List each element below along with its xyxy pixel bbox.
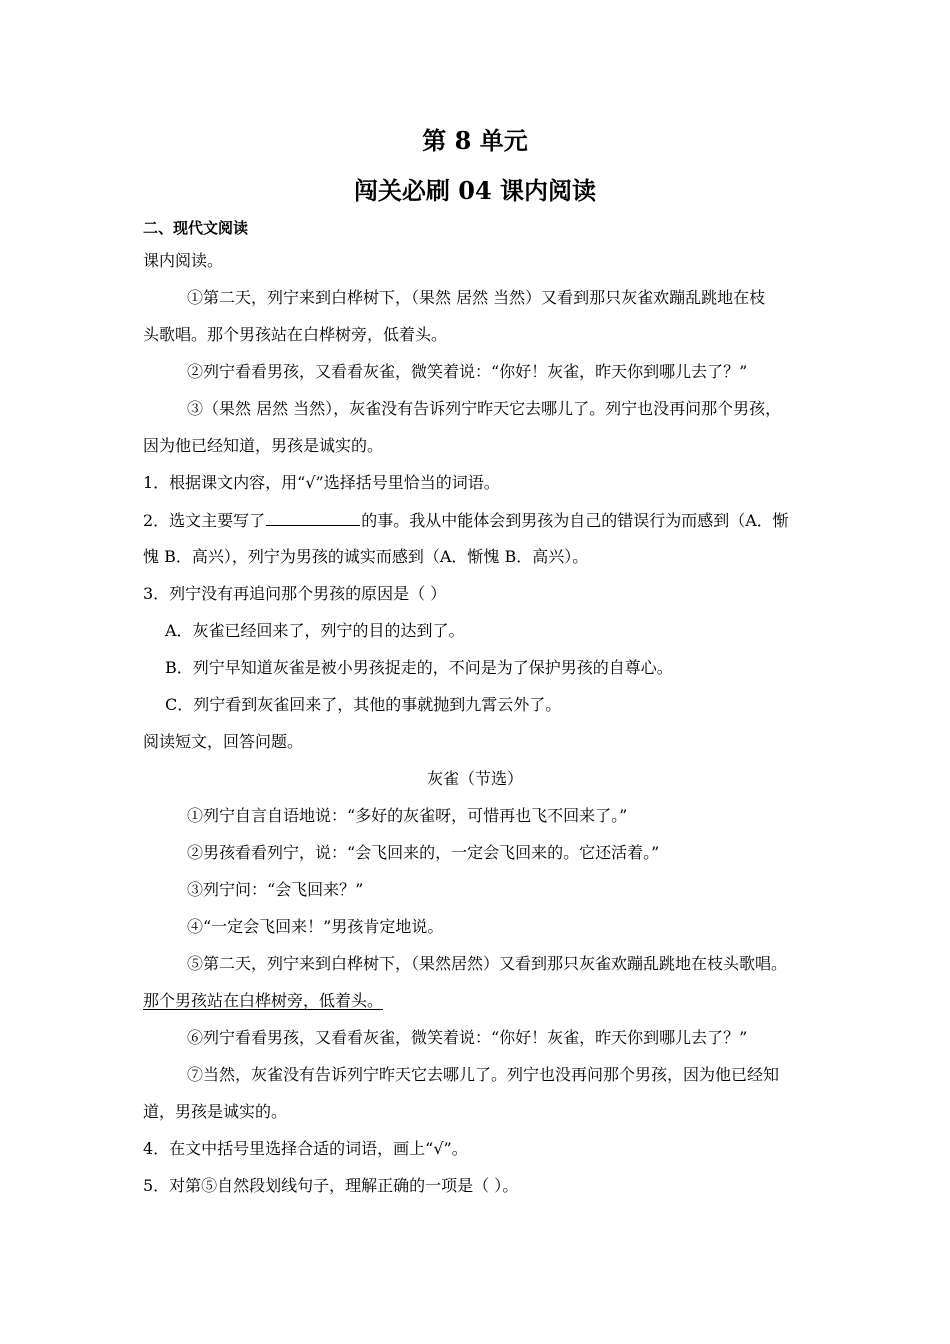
question-3-option-b: B．列宁早知道灰雀是被小男孩捉走的，不问是为了保护男孩的自尊心。 bbox=[165, 658, 673, 677]
question-2-cont: 愧 B．高兴），列宁为男孩的诚实而感到（A．惭愧 B．高兴）。 bbox=[143, 547, 589, 566]
passage2-paragraph2: ②男孩看看列宁，说：“会飞回来的，一定会飞回来的。它还活着。” bbox=[187, 843, 660, 862]
passage2-paragraph7: ⑦当然，灰雀没有告诉列宁昨天它去哪儿了。列宁也没再问那个男孩，因为他已经知 bbox=[187, 1065, 780, 1084]
answer-blank[interactable] bbox=[266, 510, 360, 526]
passage1-paragraph1: ①第二天，列宁来到白桦树下，（果然 居然 当然）又看到那只灰雀欢蹦乱跳地在枝 bbox=[187, 288, 766, 307]
passage2-intro: 阅读短文，回答问题。 bbox=[143, 732, 304, 751]
question-4: 4．在文中括号里选择合适的词语，画上“√”。 bbox=[143, 1139, 468, 1158]
passage2-paragraph3: ③列宁问：“会飞回来？” bbox=[187, 880, 364, 899]
question-3-option-a: A．灰雀已经回来了，列宁的目的达到了。 bbox=[165, 621, 465, 640]
passage2-paragraph5: ⑤第二天，列宁来到白桦树下，（果然居然）又看到那只灰雀欢蹦乱跳地在枝头歌唱。 bbox=[187, 954, 788, 973]
question-3: 3．列宁没有再追问那个男孩的原因是（ ） bbox=[143, 584, 447, 603]
passage2-paragraph4: ④“一定会飞回来！”男孩肯定地说。 bbox=[187, 917, 444, 936]
passage2-paragraph7-cont: 道，男孩是诚实的。 bbox=[143, 1102, 288, 1121]
passage1-paragraph3-cont: 因为他已经知道，男孩是诚实的。 bbox=[143, 436, 384, 455]
passage1-paragraph2: ②列宁看看男孩，又看看灰雀，微笑着说：“你好！灰雀，昨天你到哪儿去了？” bbox=[187, 362, 748, 381]
question-2-text-a: 2．选文主要写了 bbox=[143, 511, 266, 530]
question-1: 1．根据课文内容，用“√”选择括号里恰当的词语。 bbox=[143, 473, 500, 492]
passage2-title: 灰雀（节选） bbox=[426, 769, 523, 788]
passage2-paragraph6: ⑥列宁看看男孩，又看看灰雀，微笑着说：“你好！灰雀，昨天你到哪儿去了？” bbox=[187, 1028, 748, 1047]
page-title: 闯关必刷 04 课内阅读 bbox=[353, 176, 597, 205]
section-heading: 二、现代文阅读 bbox=[143, 219, 249, 237]
question-2 bbox=[143, 510, 789, 531]
unit-title: 第 8 单元 bbox=[422, 126, 528, 155]
question-5: 5．对第⑤自然段划线句子，理解正确的一项是（ ）。 bbox=[143, 1176, 519, 1195]
passage1-paragraph3: ③（果然 居然 当然），灰雀没有告诉列宁昨天它去哪儿了。列宁也没再问那个男孩， bbox=[187, 399, 782, 418]
passage2-paragraph1: ①列宁自言自语地说：“多好的灰雀呀，可惜再也飞不回来了。” bbox=[187, 806, 628, 825]
passage2-underlined-sentence: 那个男孩站在白桦树旁，低着头。 bbox=[143, 991, 384, 1010]
section-intro: 课内阅读。 bbox=[143, 251, 224, 270]
question-2-text-b: 的事。我从中能体会到男孩为自己的错误行为而感到（A．惭 bbox=[361, 511, 789, 530]
passage1-paragraph1-cont: 头歌唱。那个男孩站在白桦树旁，低着头。 bbox=[143, 325, 448, 344]
question-3-option-c: C．列宁看到灰雀回来了，其他的事就抛到九霄云外了。 bbox=[165, 695, 562, 714]
